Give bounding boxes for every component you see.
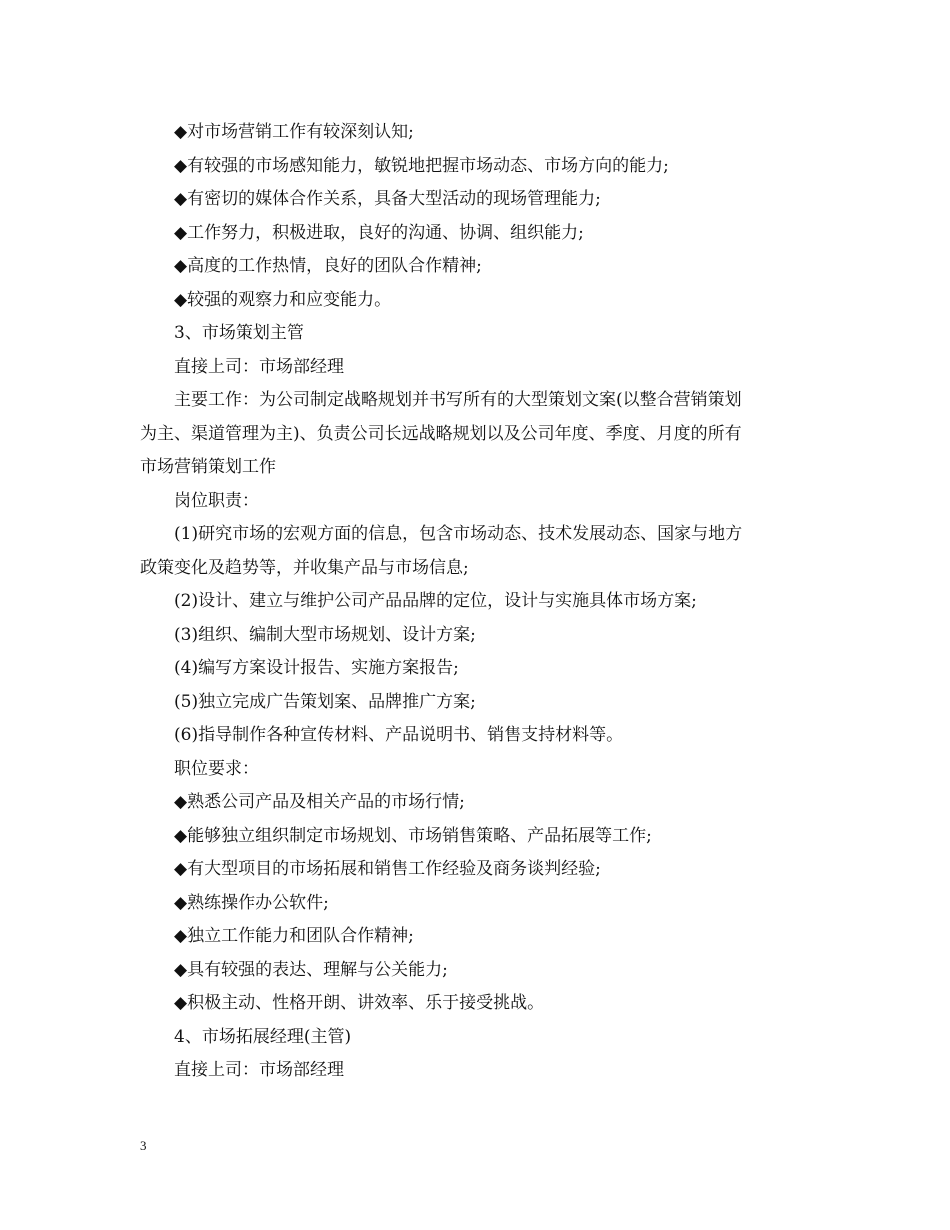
text-line: 直接上司：市场部经理 (174, 1060, 344, 1080)
text-line: (1)研究市场的宏观方面的信息，包含市场动态、技术发展动态、国家与地方 (174, 524, 743, 544)
text-line: ◆工作努力，积极进取，良好的沟通、协调、组织能力; (174, 222, 584, 243)
text-line: 职位要求： (174, 758, 259, 779)
text-line: ◆熟练操作办公软件; (174, 892, 329, 913)
text-line: 为主、渠道管理为主)、负责公司长远战略规划以及公司年度、季度、月度的所有 (140, 423, 742, 444)
page-number: 3 (140, 1138, 147, 1153)
text-line: (2)设计、建立与维护公司产品品牌的定位，设计与实施具体市场方案; (174, 591, 697, 611)
document-body (140, 116, 812, 1088)
text-line: ◆能够独立组织制定市场规划、市场销售策略、产品拓展等工作; (174, 825, 652, 846)
text-line: ◆较强的观察力和应变能力。 (174, 289, 392, 310)
text-line: (6)指导制作各种宣传材料、产品说明书、销售支持材料等。 (174, 725, 624, 745)
section-heading: 4、市场拓展经理(主管) (174, 1026, 352, 1047)
text-line: ◆有较强的市场感知能力，敏锐地把握市场动态、市场方向的能力; (174, 155, 669, 176)
text-line: 岗位职责： (174, 490, 259, 511)
text-line: 市场营销策划工作 (140, 457, 276, 477)
text-line: 主要工作：为公司制定战略规划并书写所有的大型策划文案(以整合营销策划 (174, 390, 742, 410)
text-line: ◆独立工作能力和团队合作精神; (174, 926, 414, 946)
text-line: ◆积极主动、性格开朗、讲效率、乐于接受挑战。 (174, 993, 545, 1013)
text-line: 直接上司：市场部经理 (174, 356, 344, 377)
text-line: ◆熟悉公司产品及相关产品的市场行情; (174, 792, 465, 812)
text-line: (5)独立完成广告策划案、品牌推广方案; (174, 691, 476, 712)
text-line: (3)组织、编制大型市场规划、设计方案; (174, 624, 476, 645)
section-heading: 3、市场策划主管 (174, 323, 304, 343)
text-line: 政策变化及趋势等，并收集产品与市场信息; (140, 557, 469, 578)
text-line: ◆对市场营销工作有较深刻认知; (174, 122, 414, 142)
text-line: ◆有大型项目的市场拓展和销售工作经验及商务谈判经验; (174, 859, 601, 879)
text-line: (4)编写方案设计报告、实施方案报告; (174, 658, 459, 678)
text-line: ◆高度的工作热情，良好的团队合作精神; (174, 256, 482, 276)
text-line: ◆具有较强的表达、理解与公关能力; (174, 959, 448, 980)
text-line: ◆有密切的媒体合作关系，具备大型活动的现场管理能力; (174, 189, 601, 209)
